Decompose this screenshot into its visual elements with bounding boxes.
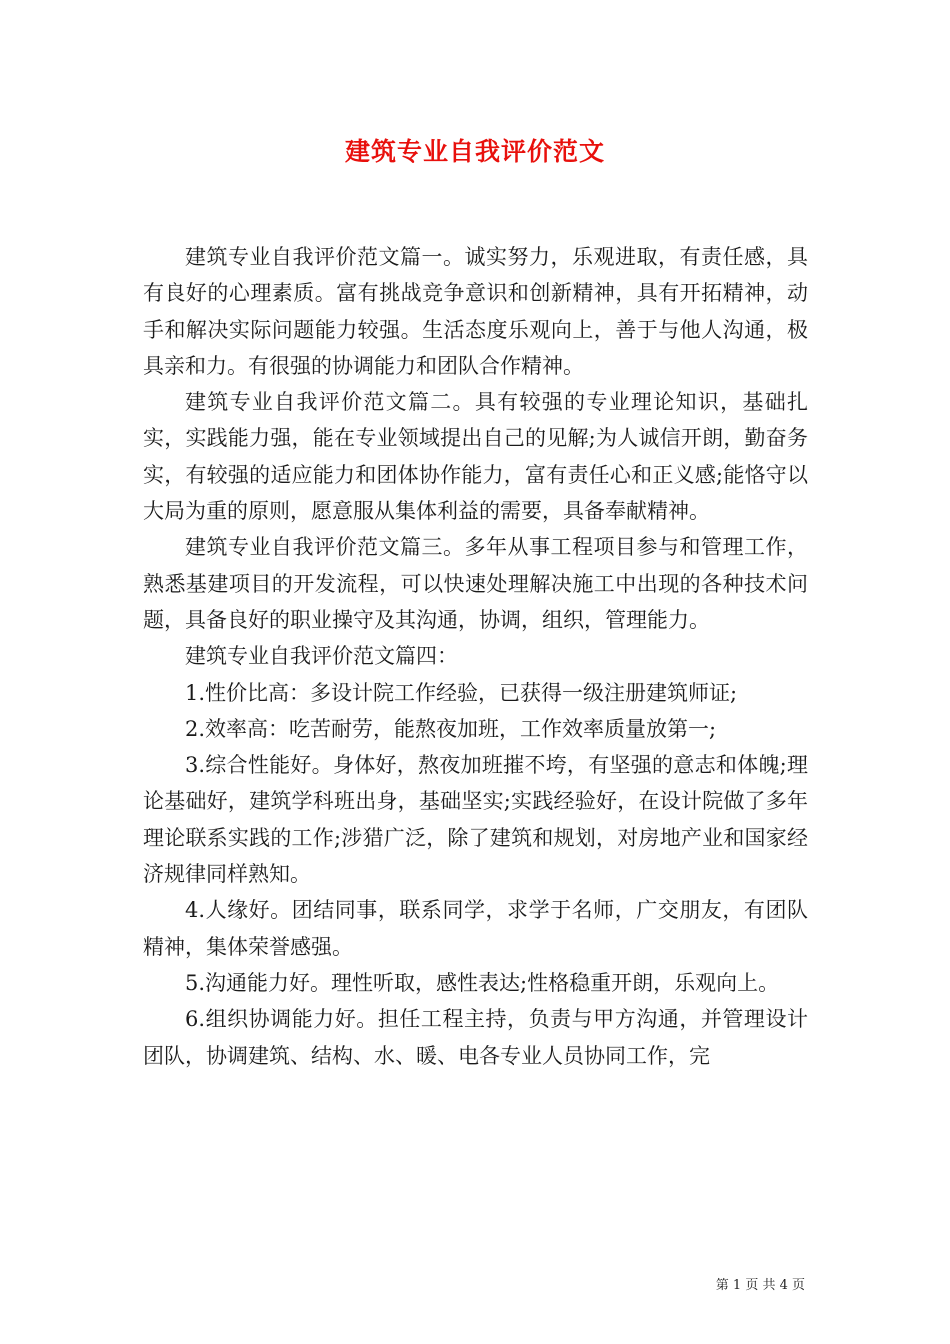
list-item: 2.效率高：吃苦耐劳，能熬夜加班，工作效率质量放第一; bbox=[185, 716, 717, 741]
list-item: 1.性价比高：多设计院工作经验，已获得一级注册建筑师证; bbox=[185, 680, 738, 705]
paragraph: 建筑专业自我评价范文篇四： bbox=[185, 644, 458, 669]
paragraph: 建筑专业自我评价范文篇一。诚实努力，乐观进取，有责任感，具有良好的心理素质。富有挑战竞争意识和创新精神，具有开拓精神，动手和解决实际问题能力较强。生活态度乐观向上，善于与他人沟通，极具亲和力。有很强的协调能力和团队合作精神。 bbox=[143, 245, 808, 378]
page-number: 第 1 页 共 4 页 bbox=[715, 1278, 805, 1293]
list-item: 3.综合性能好。身体好，熬夜加班摧不垮，有坚强的意志和体魄;理论基础好，建筑学科班出身，基础坚实;实践经验好，在设计院做了多年理论联系实践的工作;涉猎广泛，除了建筑和规划，对房地产业和国家经济规律同样熟知。 bbox=[143, 753, 808, 887]
page-title: 建筑专业自我评价范文 bbox=[344, 137, 605, 166]
paragraph: 建筑专业自我评价范文篇二。具有较强的专业理论知识，基础扎实，实践能力强，能在专业领域提出自己的见解;为人诚信开朗，勤奋务实，有较强的适应能力和团体协作能力，富有责任心和正义感;能恪守以大局为重的原则，愿意服从集体利益的需要，具备奉献精神。 bbox=[143, 390, 808, 524]
list-item: 5.沟通能力好。理性听取，感性表达;性格稳重开朗，乐观向上。 bbox=[185, 970, 780, 995]
list-item: 6.组织协调能力好。担任工程主持，负责与甲方沟通，并管理设计团队，协调建筑、结构、水、暖、电各专业人员协同工作，完 bbox=[143, 1007, 808, 1068]
list-item: 4.人缘好。团结同事，联系同学，求学于名师，广交朋友，有团队精神，集体荣誉感强。 bbox=[143, 898, 808, 959]
paragraph: 建筑专业自我评价范文篇三。多年从事工程项目参与和管理工作，熟悉基建项目的开发流程，可以快速处理解决施工中出现的各种技术问题，具备良好的职业操守及其沟通，协调，组织，管理能力。 bbox=[143, 535, 808, 632]
document-body bbox=[143, 239, 808, 1074]
